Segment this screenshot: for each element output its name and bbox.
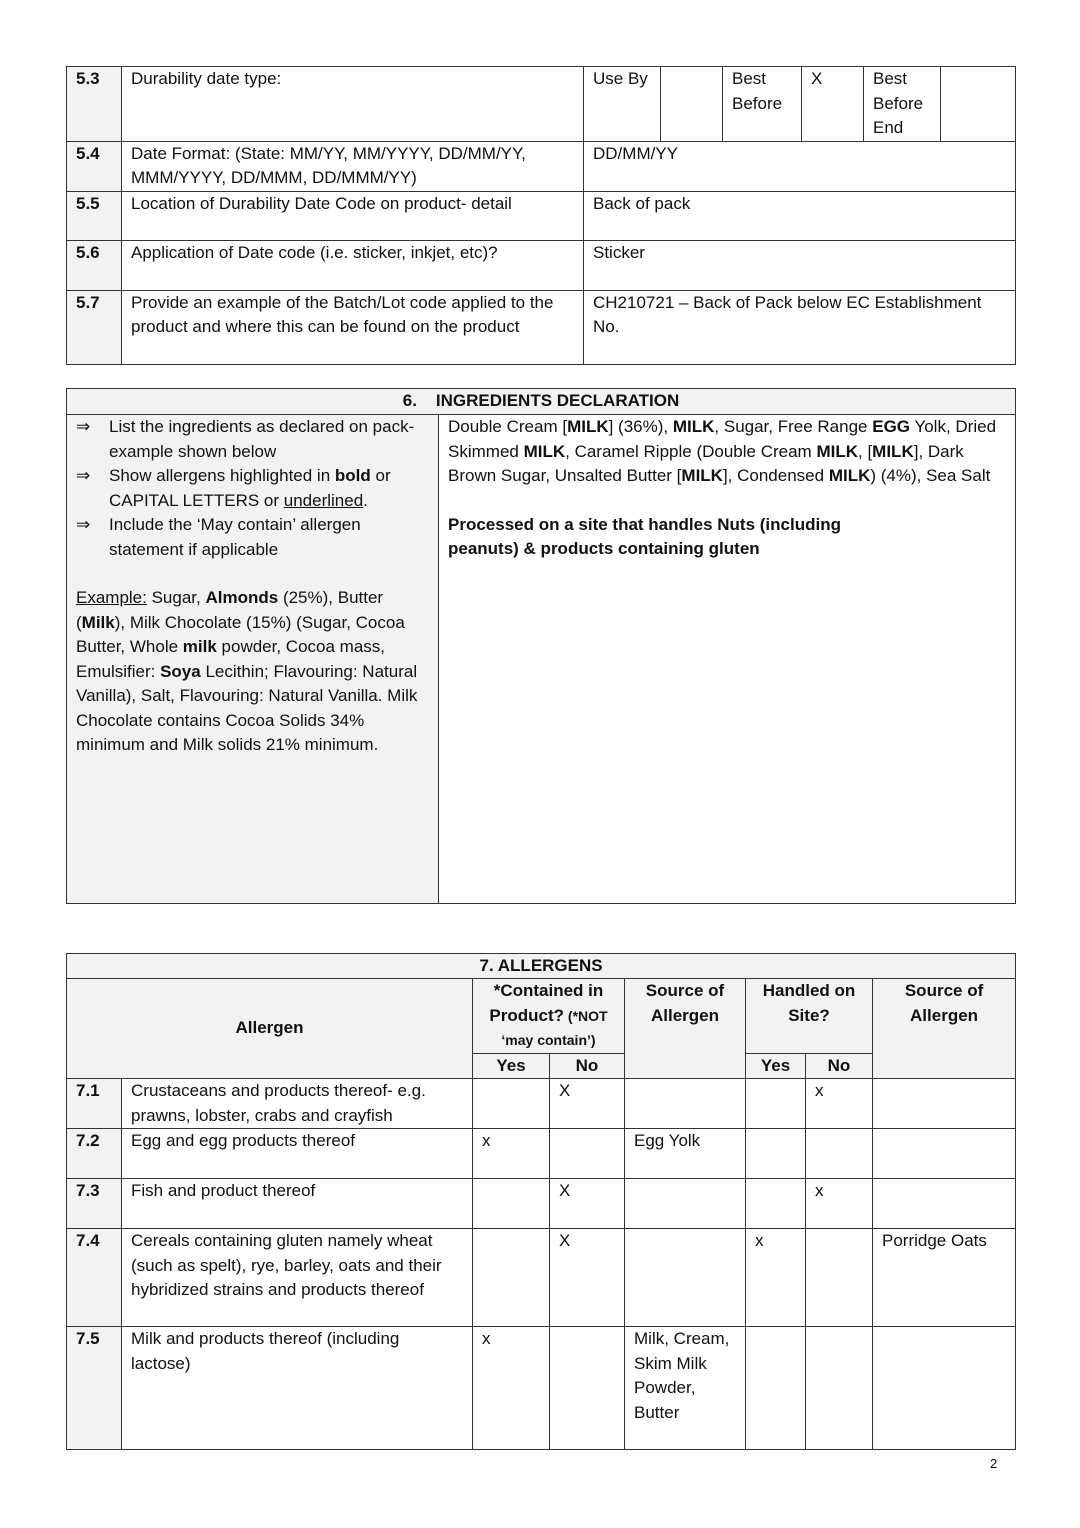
row-number: 7.3 — [67, 1179, 122, 1229]
contained-yes — [473, 1179, 550, 1229]
contained-no: X — [550, 1079, 625, 1129]
option-best-before-end-mark — [941, 67, 1016, 142]
contained-yes — [473, 1229, 550, 1327]
row-label: Location of Durability Date Code on product- detail — [122, 191, 584, 240]
allergen-row-7-2 — [67, 1129, 1016, 1179]
option-best-before: Best Before — [723, 67, 802, 142]
header-allergen: Allergen — [67, 979, 473, 1079]
handled-yes — [746, 1327, 806, 1450]
allergen-row-7-5 — [67, 1327, 1016, 1450]
row-number: 5.3 — [67, 67, 122, 142]
row-number: 7.5 — [67, 1327, 122, 1450]
option-best-before-end: Best Before End — [864, 67, 941, 142]
row-number: 7.4 — [67, 1229, 122, 1327]
row-number: 5.5 — [67, 191, 122, 240]
allergens-title-row — [67, 954, 1016, 979]
instruction-item: ⇒ Include the ‘May contain’ allergen statement if applicable — [76, 515, 361, 559]
ingredients-table — [66, 388, 1016, 904]
header-site-source-allergen: Source of Allergen — [873, 979, 1016, 1079]
row-number: 5.7 — [67, 290, 122, 364]
handled-no — [806, 1229, 873, 1327]
page-number: 2 — [990, 1456, 998, 1471]
handled-no — [806, 1327, 873, 1450]
allergen-source: Egg Yolk — [625, 1129, 746, 1179]
section-title: 7. ALLERGENS — [67, 954, 1016, 979]
row-number: 5.4 — [67, 141, 122, 191]
section-title — [67, 389, 1016, 415]
site-allergen-source — [873, 1129, 1016, 1179]
contained-no: X — [550, 1179, 625, 1229]
instruction-item: ⇒ List the ingredients as declared on pack- example shown below — [76, 417, 415, 461]
allergens-header-row — [67, 979, 1016, 1054]
allergen-source — [625, 1229, 746, 1327]
header-handled-on-site: Handled on Site? — [746, 979, 873, 1054]
header-contained-yes: Yes — [473, 1053, 550, 1079]
durability-table — [66, 66, 1016, 365]
arrow-right-icon: ⇒ — [76, 515, 91, 534]
allergen-name: Milk and products thereof (including lactose) — [122, 1327, 473, 1450]
row-number: 5.6 — [67, 240, 122, 290]
instruction-item: ⇒ Show allergens highlighted in bold or CAPITAL LETTERS or underlined. — [76, 466, 391, 510]
contained-no — [550, 1327, 625, 1450]
allergen-source — [625, 1079, 746, 1129]
contained-no: X — [550, 1229, 625, 1327]
row-5-6 — [67, 240, 1016, 290]
example-text: Example: Sugar, Almonds (25%), Butter (Milk), Milk Chocolate (15%) (Sugar, Cocoa Butter, Whole milk powder, Cocoa mass, Emulsifier: Soya Lecithin; Flavouring: Natural Vanilla), Salt, Flavouring: Natural Vanilla. Milk Chocolate contains Cocoa Solids 34% minimum and Milk solids 21% minimum. — [76, 588, 418, 754]
ingredients-body-row — [67, 415, 1016, 904]
site-allergen-source — [873, 1179, 1016, 1229]
row-label: Provide an example of the Batch/Lot code applied to the product and where this can be found on the product — [122, 290, 584, 364]
row-label: Durability date type: — [122, 67, 584, 142]
allergen-source — [625, 1179, 746, 1229]
contained-no — [550, 1129, 625, 1179]
header-handled-yes: Yes — [746, 1053, 806, 1079]
header-contained-no: No — [550, 1053, 625, 1079]
section-title-text: INGREDIENTS DECLARATION — [435, 391, 680, 410]
header-handled-no: No — [806, 1053, 873, 1079]
row-label: Application of Date code (i.e. sticker, inkjet, etc)? — [122, 240, 584, 290]
contained-yes: x — [473, 1327, 550, 1450]
header-source-allergen: Source of Allergen — [625, 979, 746, 1079]
may-contain-statement: Processed on a site that handles Nuts (including peanuts) & products containing gluten — [448, 514, 841, 558]
instruction-list — [76, 415, 429, 562]
header-contained: *Contained in Product? (*NOT ‘may contain’) — [473, 979, 625, 1054]
site-allergen-source: Porridge Oats — [873, 1229, 1016, 1327]
row-number: 7.2 — [67, 1129, 122, 1179]
allergen-name: Cereals containing gluten namely wheat (such as spelt), rye, barley, oats and their hybridized strains and products thereof — [122, 1229, 473, 1327]
option-best-before-mark: X — [802, 67, 864, 142]
row-value: Back of pack — [584, 191, 1016, 240]
contained-yes — [473, 1079, 550, 1129]
handled-yes — [746, 1079, 806, 1129]
section-number: 6. — [402, 391, 417, 410]
ingredients-list: Double Cream [MILK] (36%), MILK, Sugar, Free Range EGG Yolk, Dried Skimmed MILK, Caramel Ripple (Double Cream MILK, [MILK], Dark Brown Sugar, Unsalted Butter [MILK], Condensed MILK) (4%), Sea Salt — [448, 417, 997, 485]
allergens-table — [66, 953, 1016, 1450]
ingredients-cell — [439, 415, 1016, 904]
site-allergen-source — [873, 1079, 1016, 1129]
allergen-name: Egg and egg products thereof — [122, 1129, 473, 1179]
option-use-by: Use By — [584, 67, 661, 142]
allergen-name: Fish and product thereof — [122, 1179, 473, 1229]
row-5-3 — [67, 67, 1016, 142]
allergen-row-7-3 — [67, 1179, 1016, 1229]
handled-yes — [746, 1129, 806, 1179]
row-label: Date Format: (State: MM/YY, MM/YYYY, DD/MM/YY, MMM/YYYY, DD/MMM, DD/MMM/YY) — [122, 141, 584, 191]
row-value: CH210721 – Back of Pack below EC Establishment No. — [584, 290, 1016, 364]
arrow-right-icon: ⇒ — [76, 466, 91, 485]
handled-yes — [746, 1179, 806, 1229]
row-number: 7.1 — [67, 1079, 122, 1129]
arrow-right-icon: ⇒ — [76, 417, 91, 436]
row-value: Sticker — [584, 240, 1016, 290]
instructions-cell — [67, 415, 439, 904]
handled-no: x — [806, 1079, 873, 1129]
allergen-row-7-1 — [67, 1079, 1016, 1129]
row-5-7 — [67, 290, 1016, 364]
ingredients-header-row — [67, 389, 1016, 415]
handled-no — [806, 1129, 873, 1179]
contained-yes: x — [473, 1129, 550, 1179]
handled-no: x — [806, 1179, 873, 1229]
site-allergen-source — [873, 1327, 1016, 1450]
allergen-source: Milk, Cream, Skim Milk Powder, Butter — [625, 1327, 746, 1450]
row-5-5 — [67, 191, 1016, 240]
allergen-row-7-4 — [67, 1229, 1016, 1327]
row-value: DD/MM/YY — [584, 141, 1016, 191]
option-use-by-mark — [661, 67, 723, 142]
row-5-4 — [67, 141, 1016, 191]
handled-yes: x — [746, 1229, 806, 1327]
allergen-name: Crustaceans and products thereof- e.g. prawns, lobster, crabs and crayfish — [122, 1079, 473, 1129]
